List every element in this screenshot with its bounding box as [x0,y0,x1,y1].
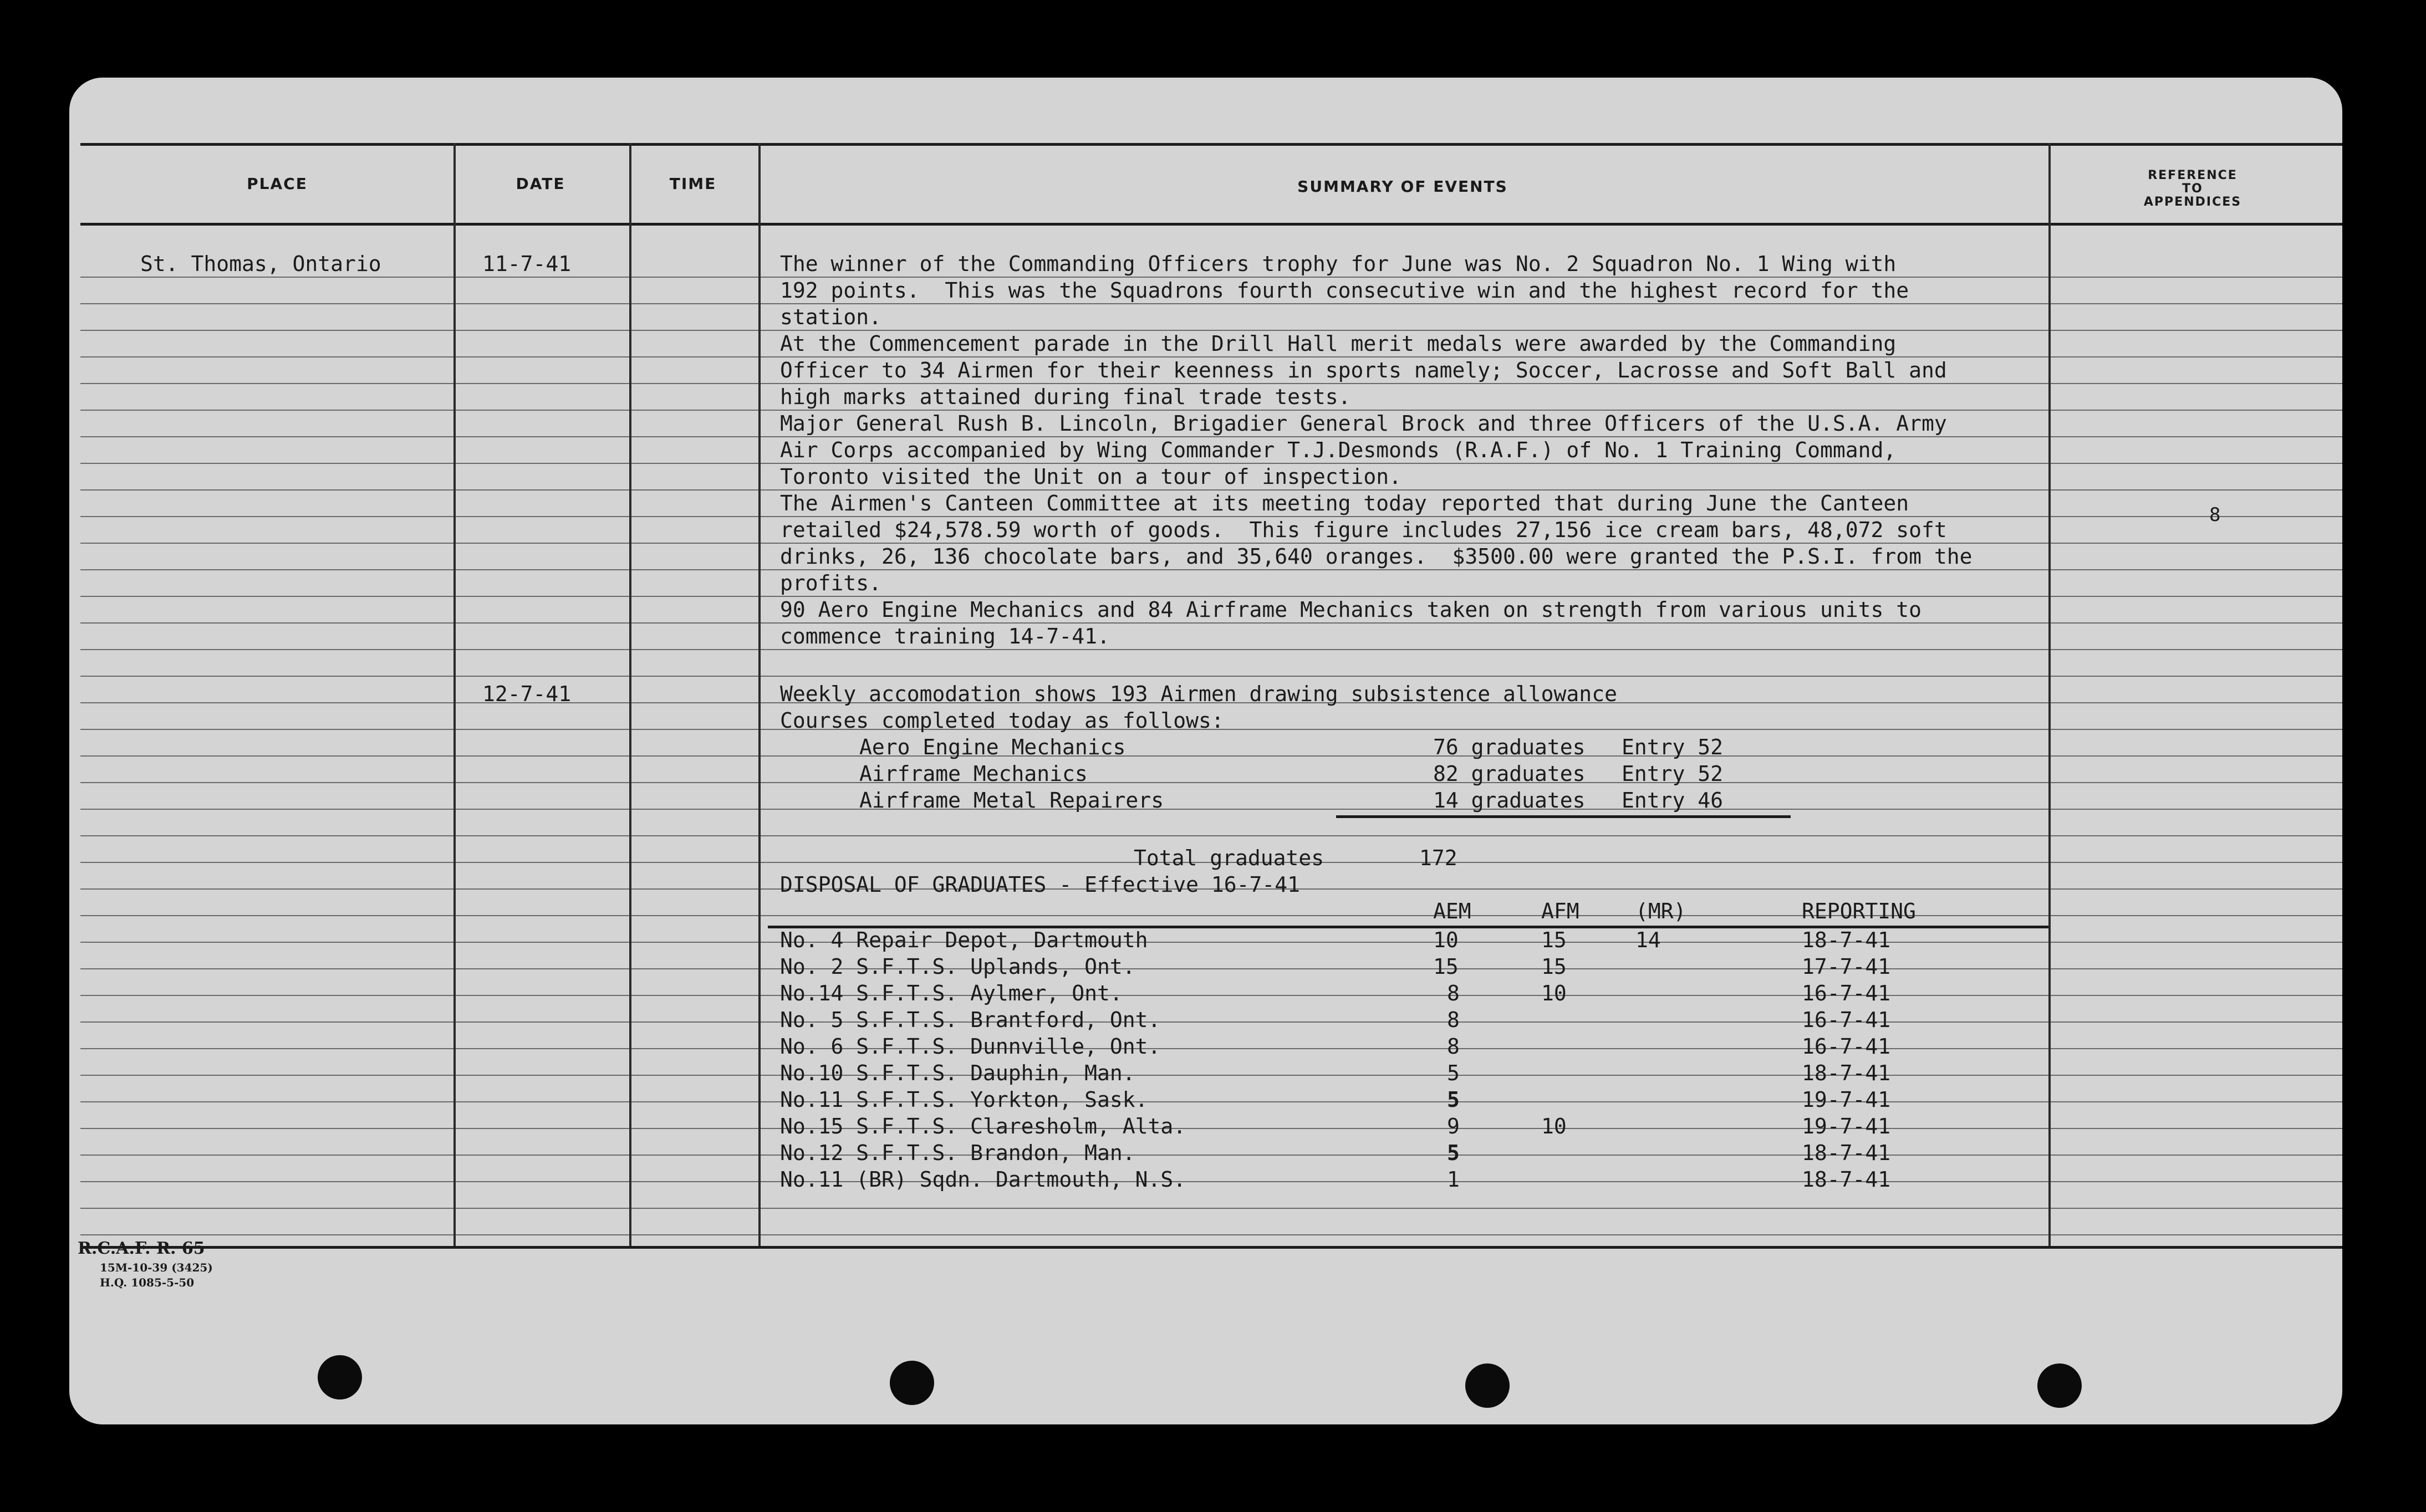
header-bottom-rule [80,223,2342,226]
course-graduates: 14 graduates [1433,788,1586,813]
ruled-line [80,1021,2342,1023]
form-print-code: 15M-10-39 (3425) [100,1261,213,1274]
form-print-code: H.Q. 1085-5-50 [100,1276,195,1289]
summary-line: station. [780,305,882,329]
disposal-unit: No. 2 S.F.T.S. Uplands, Ont. [780,954,1135,979]
summary-line: drinks, 26, 136 chocolate bars, and 35,640 oranges. $3500.00 were granted the P.S.I. from the [780,544,1973,569]
ruled-line [80,1181,2342,1182]
ruled-line [80,835,2342,836]
summary-line: Toronto visited the Unit on a tour of inspection. [780,464,1402,489]
courses-intro: Courses completed today as follows: [780,708,1224,733]
course-name: Aero Engine Mechanics [859,735,1126,759]
disposal-aem: 1 [1447,1167,1460,1192]
column-divider [2048,143,2051,1246]
disposal-reporting: 18-7-41 [1802,1167,1891,1192]
disposal-column-header: (MR) [1635,899,1686,923]
disposal-reporting: 18-7-41 [1802,928,1891,952]
disposal-afm: 10 [1541,1114,1567,1138]
disposal-afm: 15 [1541,954,1567,979]
ruled-line [80,809,2342,810]
disposal-unit: No.14 S.F.T.S. Aylmer, Ont. [780,981,1123,1005]
ruled-line [80,649,2342,650]
summary-line: Air Corps accompanied by Wing Commander T.J.Desmonds (R.A.F.) of No. 1 Training Command, [780,438,1897,462]
summary-line: 192 points. This was the Squadrons fourth consecutive win and the highest record for the [780,278,1909,303]
course-entry: Entry 46 [1622,788,1724,813]
disposal-title: DISPOSAL OF GRADUATES - Effective 16-7-41 [780,872,1300,897]
disposal-afm: 10 [1541,981,1567,1005]
disposal-aem: 15 [1433,954,1459,979]
summary-column-header: SUMMARY OF EVENTS [1297,177,1508,196]
summary-line: Major General Rush B. Lincoln, Brigadier General Brock and three Officers of the U.S.A. Army [780,411,1947,436]
summary-line: profits. [780,571,882,595]
ruled-line [80,1048,2342,1049]
disposal-aem: 8 [1447,981,1460,1005]
reference-column-header [2054,169,2331,209]
disposal-unit: No.11 S.F.T.S. Yorkton, Sask. [780,1087,1148,1112]
course-graduates: 82 graduates [1433,762,1586,786]
disposal-unit: No.15 S.F.T.S. Claresholm, Alta. [780,1114,1186,1138]
ruled-line [80,782,2342,783]
reference-header-line: TO [2182,182,2203,196]
disposal-aem: 10 [1433,928,1459,952]
ruled-line [80,1155,2342,1156]
punch-hole [2037,1363,2082,1408]
place-column-header: PLACE [247,175,308,193]
ruled-line [80,942,2342,943]
punch-hole [318,1355,362,1399]
disposal-reporting: 16-7-41 [1802,981,1891,1005]
column-divider [758,143,761,1246]
disposal-reporting: 19-7-41 [1802,1087,1891,1112]
total-graduates-value: 172 [1419,846,1457,870]
weekly-accommodation-line: Weekly accomodation shows 193 Airmen drawing subsistence allowance [780,682,1617,706]
ruled-line [80,676,2342,677]
disposal-aem: 9 [1447,1114,1460,1138]
summary-line: commence training 14-7-41. [780,624,1110,648]
disposal-reporting: 16-7-41 [1802,1034,1891,1059]
ruled-line [80,1128,2342,1129]
date-entry-first: 11-7-41 [482,252,572,276]
column-divider [453,143,456,1246]
disposal-unit: No.10 S.F.T.S. Dauphin, Man. [780,1061,1135,1085]
summary-line: Officer to 34 Airmen for their keenness in sports namely; Soccer, Lacrosse and Soft Ball and [780,358,1947,382]
ruled-line [80,755,2342,757]
disposal-reporting: 19-7-41 [1802,1114,1891,1138]
ruled-line [80,1101,2342,1102]
disposal-unit: No.12 S.F.T.S. Brandon, Man. [780,1141,1135,1165]
ruled-line [80,915,2342,916]
diary-card [69,78,2342,1424]
place-entry: St. Thomas, Ontario [140,252,381,276]
disposal-unit: No. 6 S.F.T.S. Dunnville, Ont. [780,1034,1161,1059]
date-column-header: DATE [516,175,565,193]
course-entry: Entry 52 [1622,762,1724,786]
disposal-column-header: REPORTING [1802,899,1916,923]
summary-line: retailed $24,578.59 worth of goods. This figure includes 27,156 ice cream bars, 48,072 soft [780,518,1947,542]
disposal-column-header: AEM [1433,899,1471,923]
summary-line: high marks attained during final trade tests. [780,385,1351,409]
reference-margin-mark: 8 [2209,504,2221,526]
disposal-afm: 15 [1541,928,1567,952]
disposal-unit: No. 5 S.F.T.S. Brantford, Ont. [780,1008,1161,1032]
disposal-reporting: 18-7-41 [1802,1061,1891,1085]
disposal-unit: No. 4 Repair Depot, Dartmouth [780,928,1148,952]
reference-header-line: REFERENCE [2148,168,2238,182]
disposal-aem: 8 [1447,1034,1460,1059]
date-entry-second: 12-7-41 [482,682,572,706]
time-column-header: TIME [669,175,717,193]
ruled-line [80,1234,2342,1235]
header-top-rule [80,143,2342,146]
form-number: R.C.A.F. R. 65 [78,1239,205,1258]
summary-line: The Airmen's Canteen Committee at its meeting today reported that during June the Canteen [780,491,1909,515]
ruled-line [80,1208,2342,1209]
disposal-aem: 5 [1447,1061,1460,1085]
disposal-reporting: 18-7-41 [1802,1141,1891,1165]
punch-hole [890,1361,934,1405]
punch-hole [1465,1363,1510,1408]
column-divider [629,143,631,1246]
course-name: Airframe Metal Repairers [859,788,1164,813]
course-total-underline [1336,815,1791,818]
course-entry: Entry 52 [1622,735,1724,759]
disposal-aem: 5 [1447,1087,1460,1112]
ruled-line [80,995,2342,996]
disposal-mr: 14 [1635,928,1661,952]
footer-rule [80,1246,2342,1249]
disposal-unit: No.11 (BR) Sqdn. Dartmouth, N.S. [780,1167,1186,1192]
disposal-reporting: 16-7-41 [1802,1008,1891,1032]
summary-line: 90 Aero Engine Mechanics and 84 Airframe Mechanics taken on strength from various units to [780,597,1922,622]
reference-header-line: APPENDICES [2143,195,2242,209]
disposal-aem: 5 [1447,1141,1460,1165]
total-graduates-label: Total graduates [1134,846,1324,870]
ruled-line [80,968,2342,969]
summary-line: The winner of the Commanding Officers trophy for June was No. 2 Squadron No. 1 Wing with [780,252,1897,276]
ruled-line [80,1075,2342,1076]
course-graduates: 76 graduates [1433,735,1586,759]
disposal-aem: 8 [1447,1008,1460,1032]
summary-line: At the Commencement parade in the Drill Hall merit medals were awarded by the Commanding [780,331,1897,356]
disposal-column-header: AFM [1541,899,1579,923]
course-name: Airframe Mechanics [859,762,1088,786]
disposal-reporting: 17-7-41 [1802,954,1891,979]
